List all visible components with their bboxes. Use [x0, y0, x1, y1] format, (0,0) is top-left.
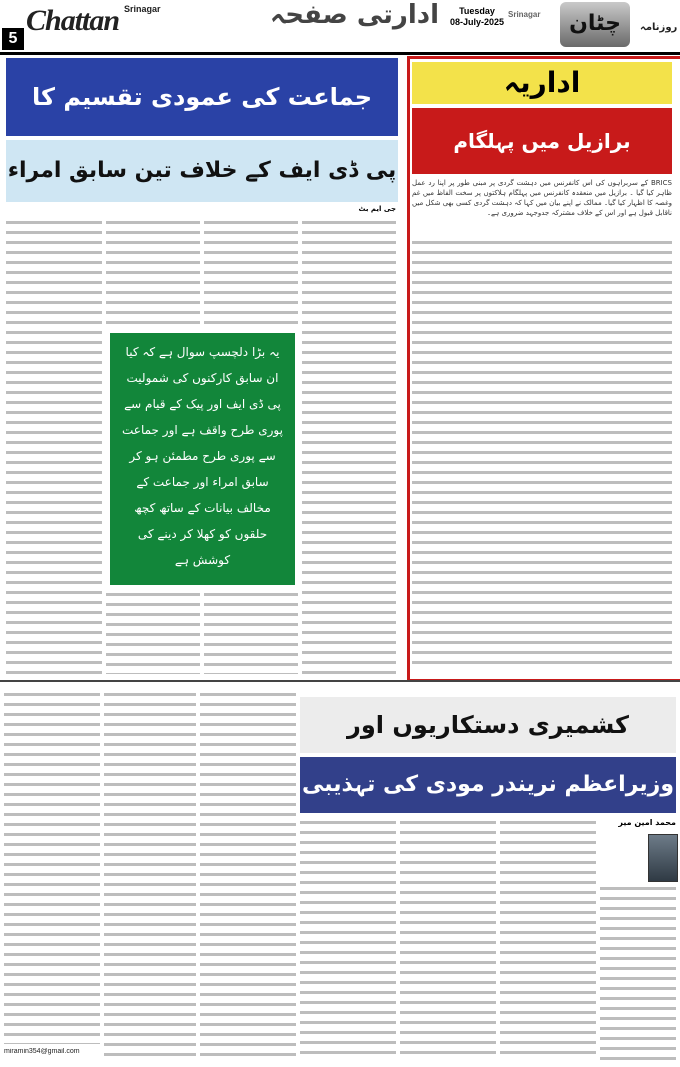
article-top-subheadline: پی ڈی ایف کے خلاف تین سابق امراء [6, 140, 398, 202]
masthead [0, 0, 680, 55]
article-top-headline: جماعت کی عمودی تقسیم کا [6, 58, 398, 136]
article-bottom-col-2 [200, 690, 296, 1060]
daily-label: روزنامہ [640, 22, 678, 33]
page-number: 5 [2, 28, 24, 50]
article-bottom-col-3 [300, 818, 396, 1060]
article-top-col-2 [106, 218, 200, 330]
article-top-byline: جی ایم بٹ [358, 205, 396, 213]
date-label: 08-July-2025 [450, 17, 505, 27]
article-top-col-3 [204, 218, 298, 330]
day-label: Tuesday [459, 6, 495, 16]
article-bottom-col-1b [104, 690, 196, 1060]
article-bottom-author: محمد امین میر [618, 818, 676, 827]
city-label-right: Srinagar [508, 10, 541, 19]
editorial-headline: برازیل میں پہلگام [412, 108, 672, 174]
date-box [450, 6, 504, 28]
pull-quote: یہ بڑا دلچسپ سوال ہے کہ کیا ان سابق کارکنوں کی شمولیت پی ڈی ایف اور پیک کے قیام سے پوری طرح واقف ہے اور جماعت سے پوری طرح مطمئن ہو کر سابق امراء اور جماعت کے مخالف بیانات کے ساتھ کچھ حلقوں کو کھلا کر دینے کی کوشش ہے [110, 333, 295, 585]
article-bottom-col-1 [4, 690, 100, 1044]
article-bottom-col-5 [500, 818, 596, 1060]
section-title: ادارتی صفحہ [270, 0, 440, 30]
article-bottom-col-4 [400, 818, 496, 1060]
article-top-col-4 [302, 218, 396, 674]
author-email: miramin354@gmail.com [4, 1048, 80, 1055]
article-bottom-subheadline: وزیراعظم نریندر مودی کی تہذیبی [300, 757, 676, 813]
author-photo [648, 834, 678, 882]
article-bottom-headline: کشمیری دستکاریوں اور [300, 697, 676, 753]
article-top-col-3b [204, 590, 298, 674]
article-top-col-1 [6, 218, 102, 674]
brand-logo: Chattan [26, 4, 120, 37]
city-label: Srinagar [124, 4, 161, 14]
section-divider [0, 680, 680, 682]
article-top-col-2b [106, 590, 200, 674]
urdu-logo: چٹان [560, 2, 630, 47]
editorial-text: BRICS کے سربراہوں کی اس کانفرنس میں دہشت گردی پر مبنی طور پر اپنا رد عمل ظاہر کیا گیا ۔ برازیل میں منعقدہ کانفرنس میں پہلگام ہلاکتوں پر سخت الفاظ میں غم وغصہ کا اظہار کیا گیا۔ ممالک نے اپنے بیان میں کہا کہ دہشت گردی کسی بھی شکل میں ناقابل قبول ہے اور اس کے خلاف مشترکہ جدوجہد ضروری ہے۔ [412, 179, 672, 217]
article-bottom-col-6 [600, 884, 676, 1060]
editorial-text-lines [412, 238, 672, 668]
editorial-label: اداریہ [412, 62, 672, 104]
editorial-body [412, 178, 672, 668]
